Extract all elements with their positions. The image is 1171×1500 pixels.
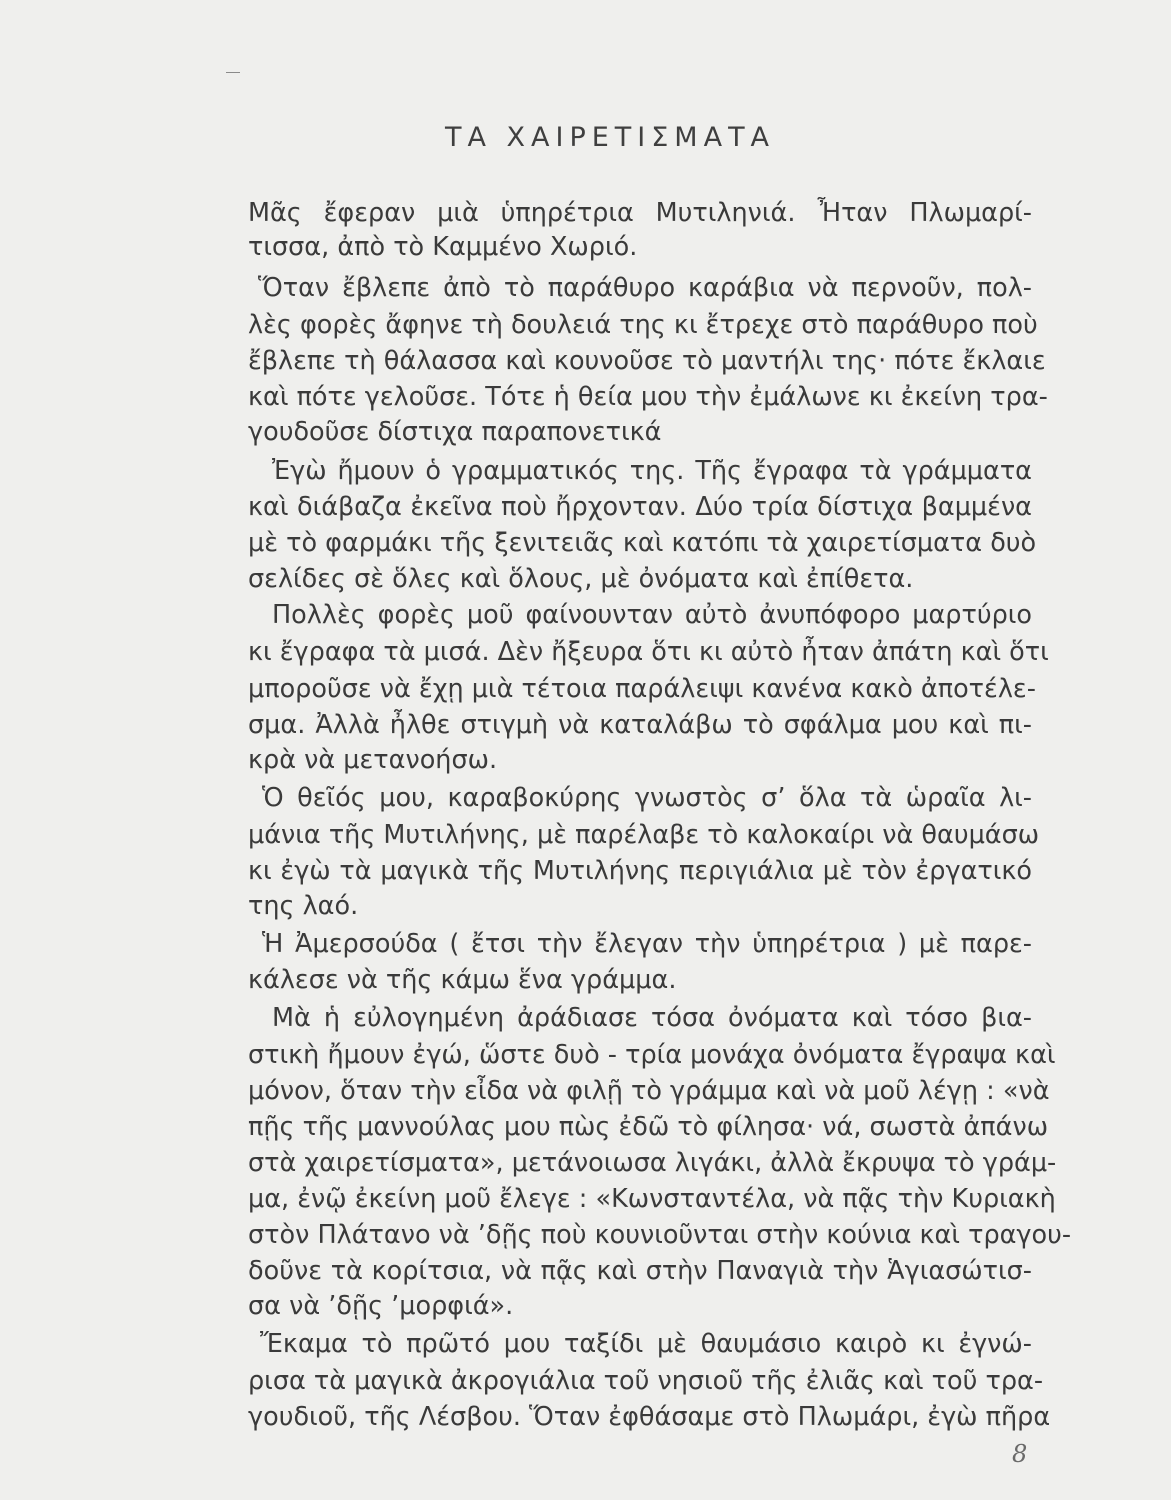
text-line-13: κι ἔγραφα τὰ μισά. Δὲν ἤξευρα ὅτι κι αὐτὸ ἦταν ἀπάτη καὶ ὅτι — [248, 637, 1049, 667]
text-line-28: μα, ἐνῷ ἐκείνη μοῦ ἔλεγε : «Κωνσταντέλα, νὰ πᾷς τὴν Κυριακὴ — [248, 1184, 1056, 1214]
text-line-27: στὰ χαιρετίσματα», μετάνοιωσα λιγάκι, ἀλλὰ ἔκρυψα τὸ γράμ- — [248, 1148, 1057, 1178]
text-line-8: Ἐγὼ ἤμουν ὁ γραμματικός της. Τῆς ἔγραφα τὰ γράμματα — [272, 456, 1032, 486]
text-line-16: κρὰ νὰ μετανοήσω. — [248, 745, 498, 775]
text-line-34: γουδιοῦ, τῆς Λέσβου. Ὅταν ἐφθάσαμε στὸ Πλωμάρι, ἐγὼ πῆρα — [248, 1402, 1051, 1432]
text-line-26: πῇς τῆς μαννούλας μου πὼς ἐδῶ τὸ φίλησα· νά, σωστὰ ἀπάνω — [248, 1112, 1049, 1142]
text-line-9: καὶ διάβαζα ἐκεῖνα ποὺ ἤρχονταν. Δύο τρία δίστιχα βαμμένα — [248, 492, 1032, 522]
text-line-18: μάνια τῆς Μυτιλήνης, μὲ παρέλαβε τὸ καλοκαίρι νὰ θαυμάσω — [248, 820, 1040, 850]
text-line-3: Ὅταν ἔβλεπε ἀπὸ τὸ παράθυρο καράβια νὰ περνοῦν, πολ- — [258, 273, 1032, 303]
page-title: ΤΑ ΧΑΙΡΕΤΙΣΜΑΤΑ — [444, 122, 776, 153]
text-line-12: Πολλὲς φορὲς μοῦ φαίνουνταν αὐτὸ ἀνυπόφορο μαρτύριο — [272, 600, 1032, 630]
text-line-15: σμα. Ἀλλὰ ἦλθε στιγμὴ νὰ καταλάβω τὸ σφάλμα μου καὶ πι- — [248, 710, 1032, 740]
text-line-19: κι ἐγὼ τὰ μαγικὰ τῆς Μυτιλήνης περιγιάλια μὲ τὸν ἐργατικό — [248, 856, 1032, 886]
text-line-20: της λαό. — [248, 891, 359, 921]
text-line-32: Ἔκαμα τὸ πρῶτό μου ταξίδι μὲ θαυμάσιο καιρὸ κι ἐγνώ- — [260, 1329, 1032, 1359]
text-line-6: καὶ πότε γελοῦσε. Τότε ἡ θεία μου τὴν ἐμάλωνε κι ἐκείνη τρα- — [248, 382, 1048, 412]
text-line-25: μόνον, ὅταν τὴν εἶδα νὰ φιλῇ τὸ γράμμα καὶ νὰ μοῦ λέγῃ : «νὰ — [248, 1076, 1050, 1106]
text-line-14: μποροῦσε νὰ ἔχῃ μιὰ τέτοια παράλειψι κανένα κακὸ ἀποτέλε- — [248, 674, 1036, 704]
text-line-30: δοῦνε τὰ κορίτσια, νὰ πᾷς καὶ στὴν Παναγιὰ τὴν Ἁγιασώτισ- — [248, 1256, 1032, 1286]
text-line-21: Ἡ Ἀμερσούδα ( ἔτσι τὴν ἔλεγαν τὴν ὑπηρέτρια ) μὲ παρε- — [262, 929, 1032, 959]
margin-dash-mark — [226, 72, 240, 73]
text-line-17: Ὁ θεῖός μου, καραβοκύρης γνωστὸς σ’ ὅλα τὰ ὡραῖα λι- — [262, 783, 1032, 813]
text-line-24: στικὴ ἤμουν ἐγώ, ὥστε δυὸ - τρία μονάχα ὀνόματα ἔγραψα καὶ — [248, 1040, 1056, 1070]
text-line-1: Μᾶς ἔφεραν μιὰ ὑπηρέτρια Μυτιληνιά. Ἦταν Πλωμαρί- — [248, 198, 1032, 228]
page-number: 8 — [1012, 1440, 1028, 1468]
text-line-7: γουδοῦσε δίστιχα παραπονετικά — [248, 417, 662, 447]
text-line-31: σα νὰ ’δῇς ’μορφιά». — [248, 1291, 514, 1321]
text-line-5: ἔβλεπε τὴ θάλασσα καὶ κουνοῦσε τὸ μαντήλι της· πότε ἔκλαιε — [248, 346, 1046, 376]
text-line-4: λὲς φορὲς ἄφηνε τὴ δουλειά της κι ἔτρεχε στὸ παράθυρο ποὺ — [248, 310, 1038, 340]
text-line-22: κάλεσε νὰ τῆς κάμω ἕνα γράμμα. — [248, 965, 677, 995]
text-line-11: σελίδες σὲ ὅλες καὶ ὅλους, μὲ ὀνόματα καὶ ἐπίθετα. — [248, 564, 914, 594]
text-line-29: στὸν Πλάτανο νὰ ’δῇς ποὺ κουνιοῦνται στὴν κούνια καὶ τραγου- — [248, 1220, 1072, 1250]
text-line-10: μὲ τὸ φαρμάκι τῆς ξενιτειᾶς καὶ κατόπι τὰ χαιρετίσματα δυὸ — [248, 528, 1037, 558]
text-line-2: τισσα, ἀπὸ τὸ Καμμένο Χωριό. — [248, 232, 638, 262]
text-line-23: Μὰ ἡ εὐλογημένη ἀράδιασε τόσα ὀνόματα καὶ τόσο βια- — [272, 1003, 1032, 1033]
text-line-33: ρισα τὰ μαγικὰ ἀκρογιάλια τοῦ νησιοῦ τῆς ἐλιᾶς καὶ τοῦ τρα- — [248, 1366, 1044, 1396]
